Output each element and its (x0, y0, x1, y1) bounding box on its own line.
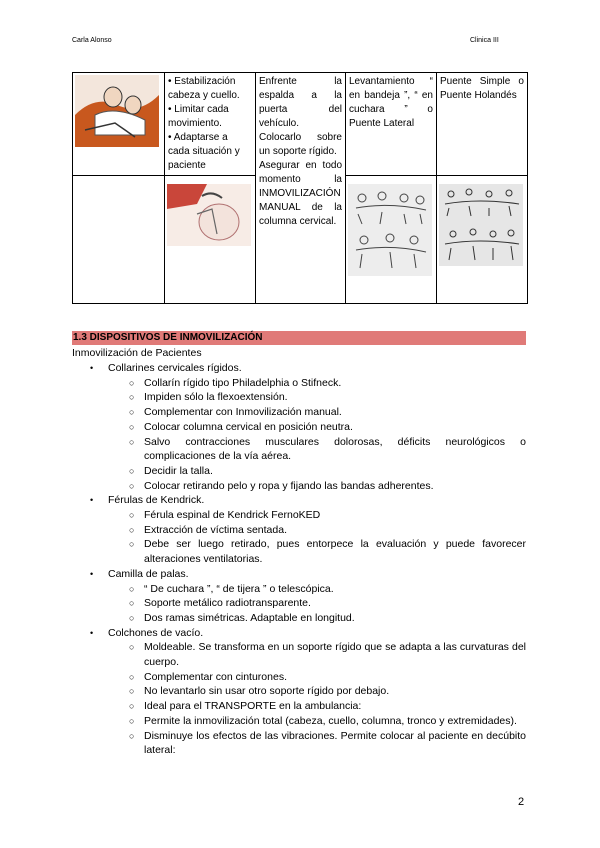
rescue-photo-2-cell (165, 176, 256, 304)
header-author: Carla Alonso (72, 37, 112, 44)
rescue-photo-1-cell (73, 73, 165, 176)
list-item: ○ Decidir la talla. (72, 464, 526, 479)
objective-3: • Adaptarse a cada situación y paciente (168, 132, 240, 171)
bridge-lift-text: Puente Simple o Puente Holandés (440, 76, 524, 101)
list-item: ○ “ De cuchara ”, “ de tijera ” o telescópica. (72, 582, 526, 597)
technique-table (72, 72, 528, 304)
procedure-line-2: Colocarlo sobre un soporte rígido. (259, 132, 342, 157)
device-collarines: • Collarines cervicales rígidos. (72, 361, 526, 376)
list-item: ○ Moldeable. Se transforma en un soporte rígido que se adapta a las curvaturas del cuerpo. (72, 640, 526, 669)
list-item: ○ Colocar columna cervical en posición neutra. (72, 420, 526, 435)
bridge-lift-cell (437, 73, 528, 176)
list-item: ○ Impiden sólo la flexoextensión. (72, 390, 526, 405)
list-item: ○ Colocar retirando pelo y ropa y fijando las bandas adherentes. (72, 479, 526, 494)
device-kendrick: • Férulas de Kendrick. (72, 493, 526, 508)
list-item: ○ Disminuye los efectos de las vibraciones. Permite colocar al paciente en decúbito lateral: (72, 729, 526, 758)
objective-1: • Estabilización cabeza y cuello. (168, 76, 240, 101)
device-camilla: • Camilla de palas. (72, 567, 526, 582)
bridge-lift-illustration (439, 184, 523, 266)
procedure-line-3: Asegurar en todo momento la INMOVILIZACIÓN MANUAL de la columna cervical. (259, 160, 342, 227)
list-item: ○ Extracción de víctima sentada. (72, 523, 526, 538)
procedure-line-1: Enfrente la espalda a la puerta del vehículo. (259, 76, 342, 129)
list-item: ○ Salvo contracciones musculares dolorosas, déficits neurológicos o complicaciones de la vía aérea. (72, 435, 526, 464)
device-list (72, 361, 526, 758)
list-item: ○ Debe ser luego retirado, pues entorpece la evaluación y puede favorecer alteraciones ventilatorias. (72, 537, 526, 566)
procedure-cell (256, 73, 346, 304)
lateral-lift-text: Levantamiento “ en bandeja ”, “ en cuchara ” o Puente Lateral (349, 76, 433, 129)
device-colchones: • Colchones de vacío. (72, 626, 526, 641)
list-item: ○ Soporte metálico radiotransparente. (72, 596, 526, 611)
objectives-cell (165, 73, 256, 176)
bridge-lift-illustration-cell (437, 176, 528, 304)
section-subtitle: Inmovilización de Pacientes (72, 347, 202, 359)
section-heading: 1.3 DISPOSITIVOS DE INMOVILIZACIÓN (72, 331, 526, 345)
rescue-photo-1 (75, 75, 159, 147)
list-item: ○ Férula espinal de Kendrick FernoKED (72, 508, 526, 523)
list-item: ○ Complementar con cinturones. (72, 670, 526, 685)
header-course: Clinica III (470, 37, 499, 44)
list-item: ○ Collarín rígido tipo Philadelphia o Stifneck. (72, 376, 526, 391)
lateral-lift-illustration (348, 184, 432, 276)
list-item: ○ Complementar con Inmovilización manual. (72, 405, 526, 420)
empty-cell (73, 176, 165, 304)
list-item: ○ Ideal para el TRANSPORTE en la ambulancia: (72, 699, 526, 714)
objective-2: • Limitar cada movimiento. (168, 104, 229, 129)
lateral-lift-cell (346, 73, 437, 176)
page-number: 2 (518, 796, 525, 808)
lateral-lift-illustration-cell (346, 176, 437, 304)
list-item: ○ Permite la inmovilización total (cabeza, cuello, columna, tronco y extremidades). (72, 714, 526, 729)
list-item: ○ Dos ramas simétricas. Adaptable en longitud. (72, 611, 526, 626)
rescue-photo-2 (167, 184, 251, 246)
list-item: ○ No levantarlo sin usar otro soporte rígido por debajo. (72, 684, 526, 699)
